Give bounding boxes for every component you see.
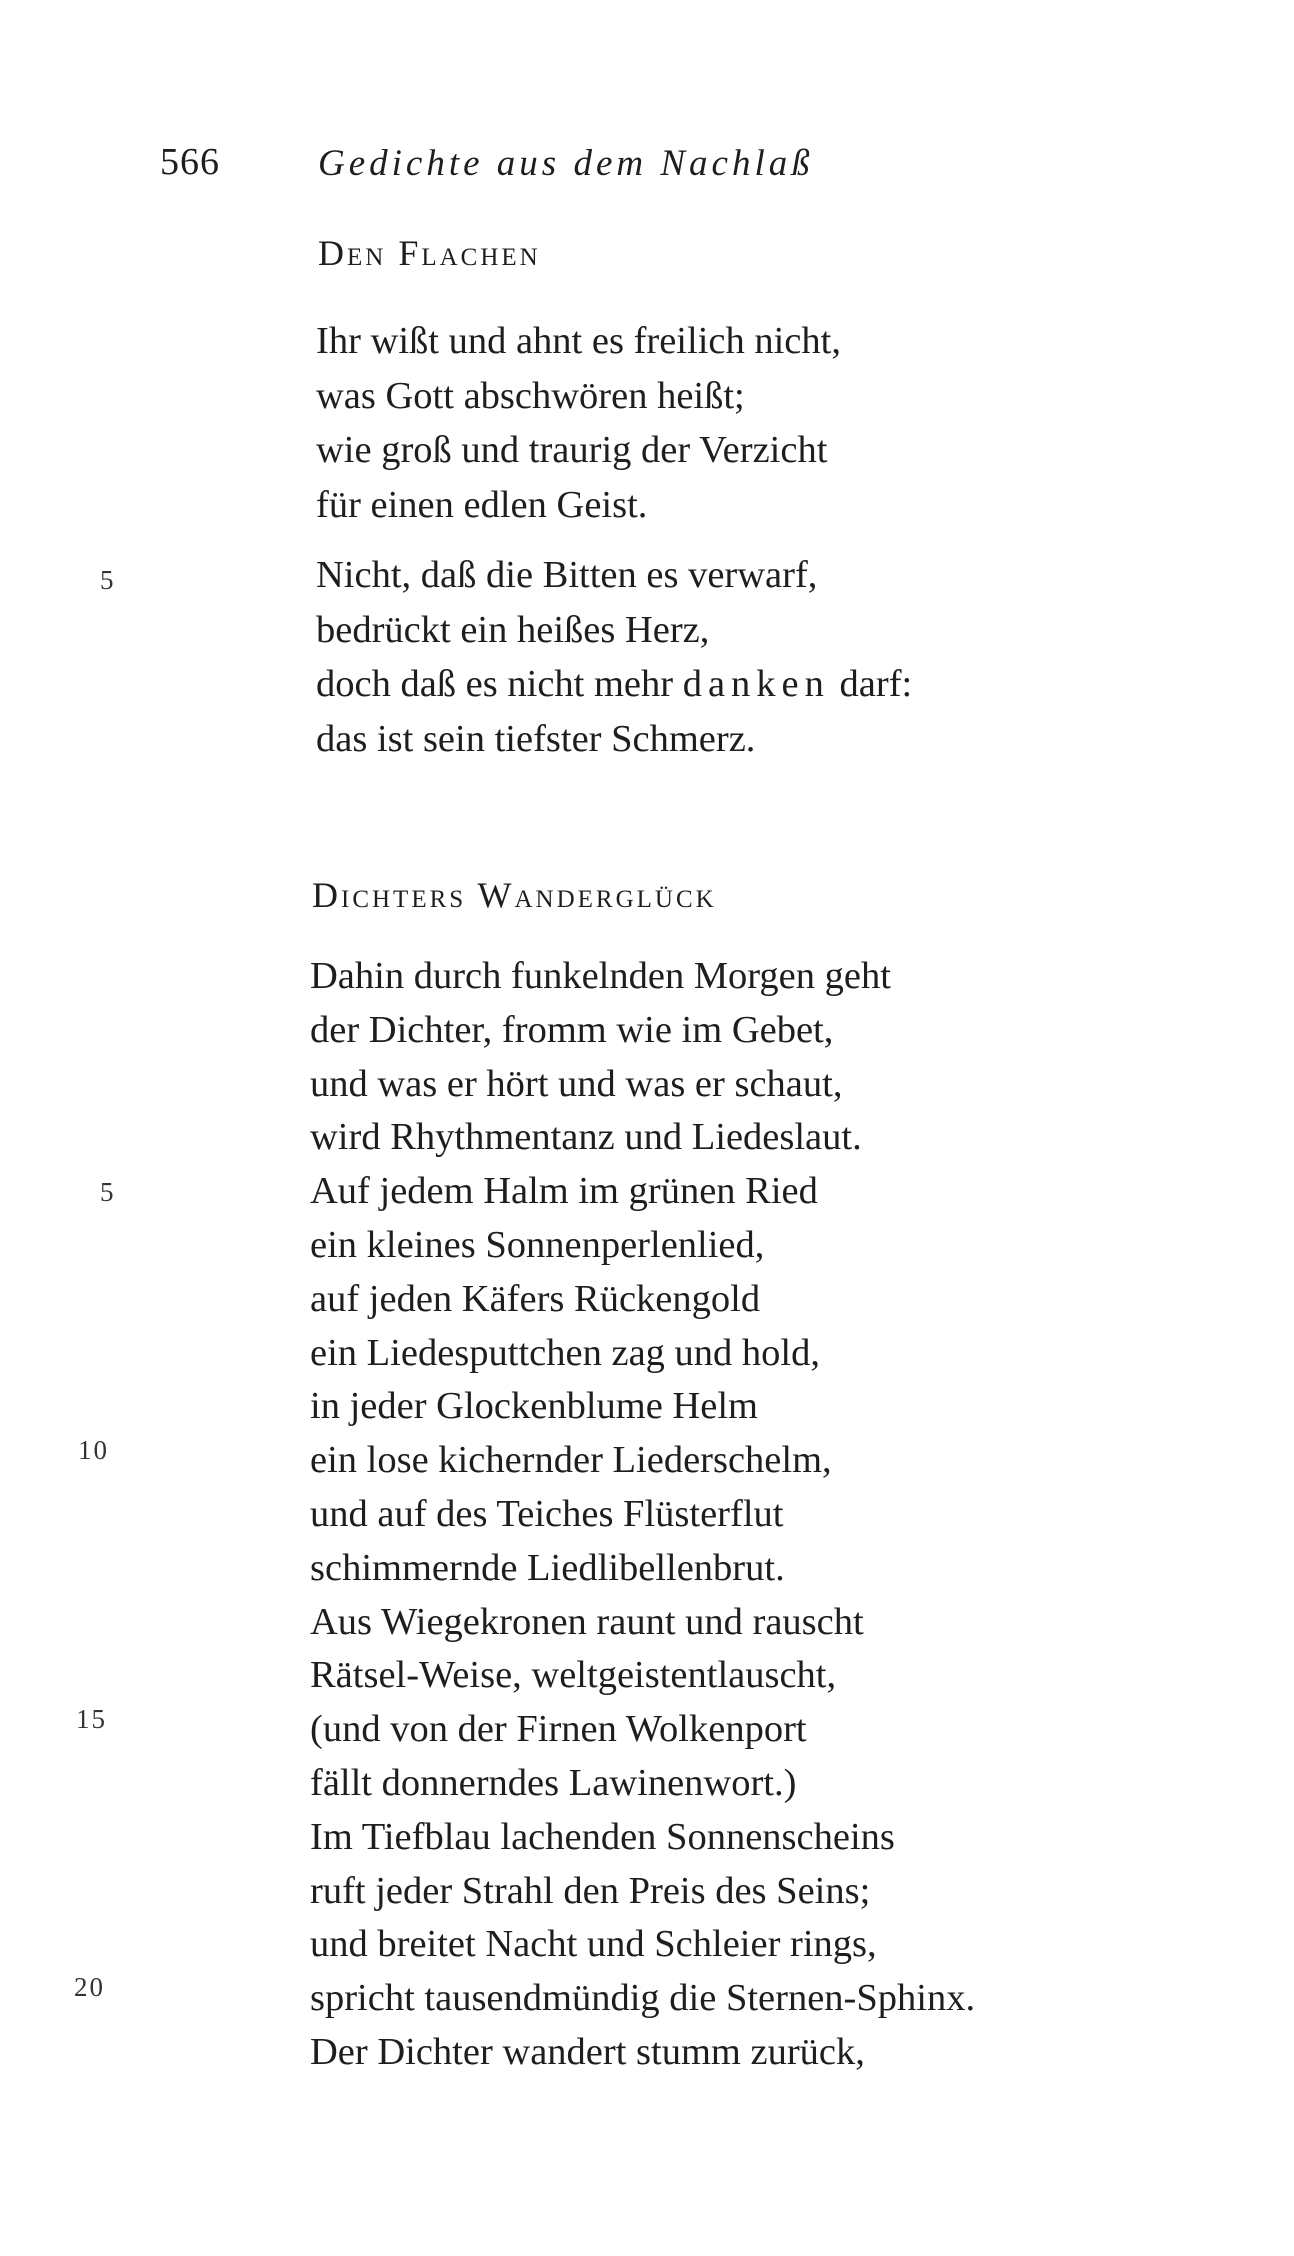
verse-line: ein lose kichernder Liederschelm, (310, 1439, 832, 1482)
verse-line: schimmernde Liedlibellenbrut. (310, 1546, 785, 1589)
verse-line: wird Rhythmentanz und Liedeslaut. (310, 1116, 862, 1159)
line-number-5: 5 (100, 1177, 116, 1207)
verse-line: Aus Wiegekronen raunt und rauscht (310, 1600, 864, 1643)
verse-line: Rätsel-Weise, weltgeistentlauscht, (310, 1654, 837, 1697)
verse-line: Dahin durch funkelnden Morgen geht (310, 955, 891, 997)
verse-line: für einen edlen Geist. (316, 483, 648, 526)
verse-line: bedrückt ein heißes Herz, (316, 608, 710, 651)
line-number-20: 20 (74, 1972, 105, 2002)
verse-text: darf: (829, 663, 913, 705)
poem1-stanza-1 (316, 314, 841, 532)
page-number: 566 (160, 141, 220, 183)
verse-line: fällt donnerndes Lawinenwort.) (310, 1761, 797, 1804)
running-head: Gedichte aus dem Nachlaß (318, 143, 814, 184)
verse-text: doch daß es nicht mehr (316, 663, 683, 705)
verse-line: in jeder Glockenblume Helm (310, 1385, 758, 1428)
line-number-15: 15 (76, 1704, 107, 1734)
verse-line: und was er hört und was er schaut, (310, 1062, 843, 1105)
poem-title-dichters-wanderglueck: Dichters Wanderglück (312, 875, 717, 915)
spaced-emphasis: danken (682, 663, 830, 705)
verse-line: Auf jedem Halm im grünen Ried (310, 1170, 818, 1213)
verse-line: Ihr wißt und ahnt es freilich nicht, (316, 320, 841, 362)
line-number-10: 10 (78, 1435, 109, 1465)
verse-line: Im Tiefblau lachenden Sonnenscheins (310, 1815, 895, 1858)
verse-line: (und von der Firnen Wolkenport (310, 1708, 807, 1751)
verse-line: wie groß und traurig der Verzicht (316, 429, 828, 471)
verse-line: ein Liedesputtchen zag und hold, (310, 1331, 820, 1374)
verse-line: auf jeden Käfers Rückengold (310, 1277, 761, 1320)
verse-line: und breitet Nacht und Schleier rings, (310, 1923, 877, 1966)
verse-line: was Gott abschwören heißt; (316, 374, 745, 417)
verse-line: spricht tausendmündig die Sternen-Sphinx. (310, 1977, 976, 2020)
verse-line: Nicht, daß die Bitten es verwarf, (316, 554, 818, 596)
verse-line: ruft jeder Strahl den Preis des Seins; (310, 1869, 871, 1912)
poem-title-den-flachen: Den Flachen (318, 233, 541, 273)
poem2-verses (310, 950, 975, 2080)
verse-line-spaced (316, 657, 912, 712)
verse-line: Der Dichter wandert stumm zurück, (310, 2030, 865, 2073)
verse-line: das ist sein tiefster Schmerz. (316, 717, 756, 760)
poem1-stanza-2 (316, 548, 912, 766)
verse-line: ein kleines Sonnenperlenlied, (310, 1223, 765, 1266)
line-number-5: 5 (100, 565, 116, 595)
verse-line: und auf des Teiches Flüsterflut (310, 1492, 784, 1535)
verse-line: der Dichter, fromm wie im Gebet, (310, 1008, 834, 1051)
